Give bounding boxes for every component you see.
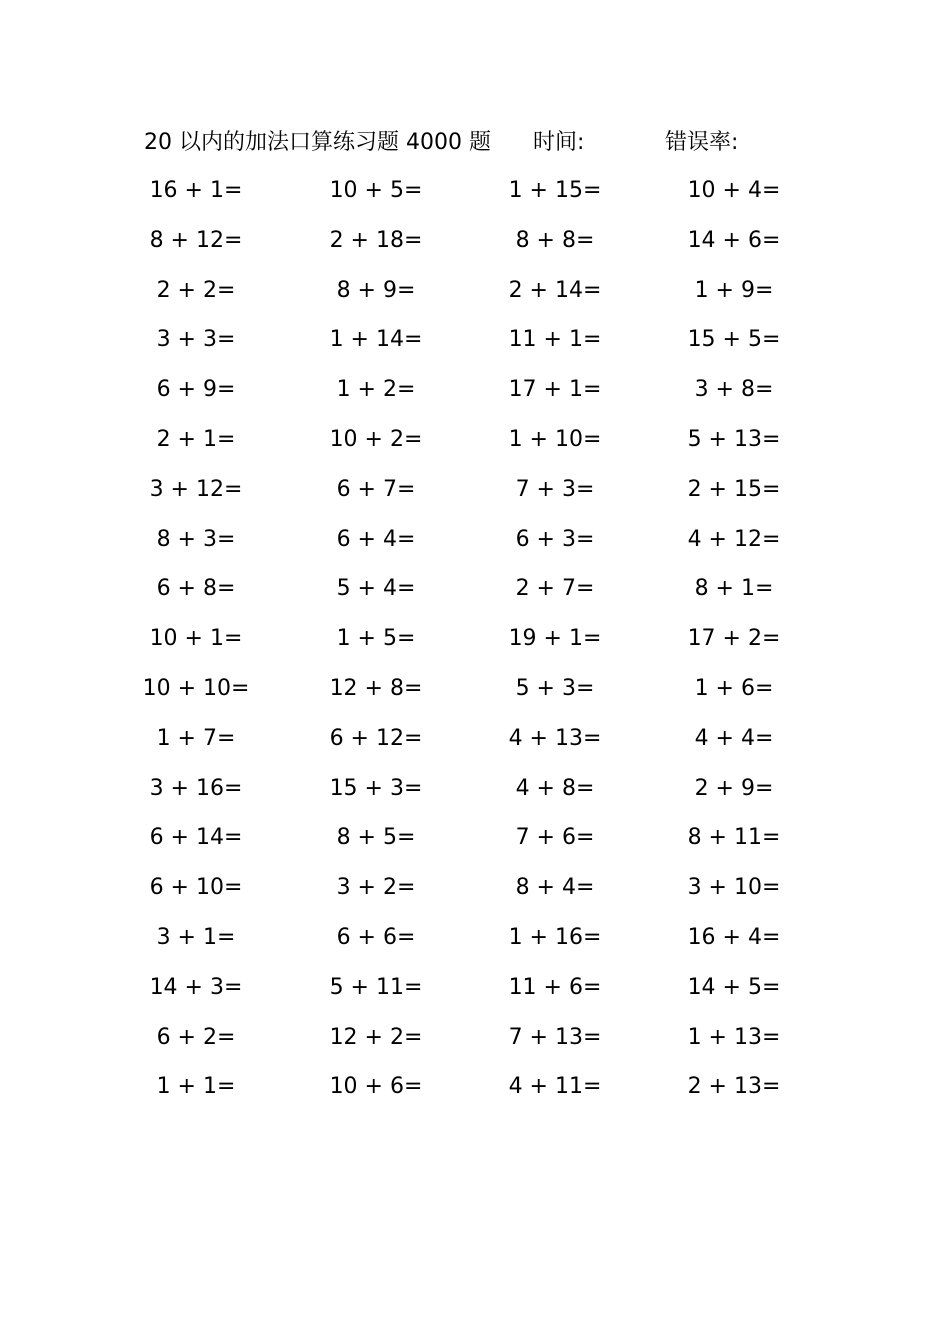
- problem-cell: 6 + 12=: [329, 725, 423, 751]
- problem-cell: 6 + 8=: [156, 576, 236, 602]
- problem-cell: 1 + 14=: [329, 327, 423, 353]
- problem-row: [0, 818, 950, 868]
- problem-cell: 6 + 7=: [336, 476, 416, 502]
- problem-cell: 2 + 7=: [515, 576, 595, 602]
- problem-cell: 10 + 1=: [149, 626, 243, 652]
- problem-cell: 2 + 2=: [156, 277, 236, 303]
- problem-cell: 1 + 15=: [508, 178, 602, 203]
- problem-cell: 2 + 1=: [156, 426, 236, 452]
- problem-cell: 7 + 6=: [515, 825, 595, 851]
- problem-cell: 10 + 10=: [142, 675, 250, 701]
- problem-cell: 1 + 6=: [694, 675, 774, 701]
- problem-cell: 19 + 1=: [508, 626, 602, 652]
- problem-cell: 3 + 1=: [156, 924, 236, 950]
- problem-row: [0, 370, 950, 420]
- problem-cell: 6 + 4=: [336, 526, 416, 552]
- problem-cell: 10 + 4=: [687, 178, 781, 203]
- problem-cell: 1 + 9=: [694, 277, 774, 303]
- problem-cell: 8 + 9=: [336, 277, 416, 303]
- problem-cell: 1 + 13=: [687, 1024, 781, 1050]
- problem-cell: 4 + 13=: [508, 725, 602, 751]
- problem-row: [0, 918, 950, 968]
- problem-cell: 14 + 3=: [149, 974, 243, 1000]
- problem-cell: 14 + 5=: [687, 974, 781, 1000]
- problem-cell: 2 + 9=: [694, 775, 774, 801]
- problem-cell: 3 + 2=: [336, 875, 416, 901]
- problem-cell: 6 + 2=: [156, 1024, 236, 1050]
- problem-cell: 3 + 16=: [149, 775, 243, 801]
- problem-cell: 8 + 12=: [149, 227, 243, 253]
- problem-cell: 11 + 1=: [508, 327, 602, 353]
- problem-cell: 8 + 1=: [694, 576, 774, 602]
- problem-cell: 5 + 13=: [687, 426, 781, 452]
- problem-cell: 6 + 9=: [156, 377, 236, 403]
- problem-cell: 6 + 6=: [336, 924, 416, 950]
- problem-cell: 6 + 10=: [149, 875, 243, 901]
- problem-cell: 4 + 12=: [687, 526, 781, 552]
- problem-cell: 3 + 10=: [687, 875, 781, 901]
- problem-cell: 5 + 3=: [515, 675, 595, 701]
- problem-cell: 15 + 5=: [687, 327, 781, 353]
- problem-cell: 1 + 16=: [508, 924, 602, 950]
- problem-cell: 1 + 7=: [156, 725, 236, 751]
- problem-row: [0, 619, 950, 669]
- problem-cell: 8 + 8=: [515, 227, 595, 253]
- problem-cell: 1 + 5=: [336, 626, 416, 652]
- problem-cell: 15 + 3=: [329, 775, 423, 801]
- problem-cell: 3 + 12=: [149, 476, 243, 502]
- problem-cell: 2 + 14=: [508, 277, 602, 303]
- problem-cell: 12 + 2=: [329, 1024, 423, 1050]
- problem-row: [0, 569, 950, 619]
- problem-row: [0, 271, 950, 321]
- problem-row: [0, 669, 950, 719]
- problem-cell: 6 + 3=: [515, 526, 595, 552]
- problem-cell: 2 + 15=: [687, 476, 781, 502]
- problem-cell: 12 + 8=: [329, 675, 423, 701]
- problem-row: [0, 470, 950, 520]
- problem-row: [0, 520, 950, 570]
- problem-cell: 5 + 11=: [329, 974, 423, 1000]
- problem-row: [0, 868, 950, 918]
- problem-row: [0, 719, 950, 769]
- problem-cell: 8 + 4=: [515, 875, 595, 901]
- problem-cell: 3 + 8=: [694, 377, 774, 403]
- worksheet-title: 20 以内的加法口算练习题 4000 题: [144, 130, 491, 155]
- problem-cell: 2 + 18=: [329, 227, 423, 253]
- problem-cell: 1 + 10=: [508, 426, 602, 452]
- problem-cell: 6 + 14=: [149, 825, 243, 851]
- problem-cell: 17 + 1=: [508, 377, 602, 403]
- problem-row: [0, 769, 950, 819]
- problem-row: [0, 420, 950, 470]
- problem-row: [0, 221, 950, 271]
- problem-cell: 8 + 5=: [336, 825, 416, 851]
- problem-cell: 4 + 4=: [694, 725, 774, 751]
- problem-cell: 10 + 6=: [329, 1074, 423, 1100]
- problem-row: [0, 968, 950, 1018]
- error-rate-label: 错误率:: [665, 130, 739, 155]
- worksheet-header: [0, 125, 950, 161]
- problem-cell: 4 + 8=: [515, 775, 595, 801]
- problem-grid: [0, 171, 950, 1117]
- problem-cell: 5 + 4=: [336, 576, 416, 602]
- problem-cell: 14 + 6=: [687, 227, 781, 253]
- problem-cell: 4 + 11=: [508, 1074, 602, 1100]
- time-label: 时间:: [533, 130, 585, 155]
- problem-cell: 16 + 4=: [687, 924, 781, 950]
- problem-cell: 7 + 13=: [508, 1024, 602, 1050]
- problem-cell: 10 + 5=: [329, 178, 423, 203]
- problem-cell: 3 + 3=: [156, 327, 236, 353]
- problem-row: [0, 1067, 950, 1117]
- problem-cell: 7 + 3=: [515, 476, 595, 502]
- problem-cell: 11 + 6=: [508, 974, 602, 1000]
- problem-cell: 1 + 2=: [336, 377, 416, 403]
- problem-cell: 16 + 1=: [149, 178, 243, 203]
- problem-cell: 8 + 3=: [156, 526, 236, 552]
- problem-row: [0, 320, 950, 370]
- problem-cell: 10 + 2=: [329, 426, 423, 452]
- problem-cell: 17 + 2=: [687, 626, 781, 652]
- problem-row: [0, 171, 950, 221]
- problem-row: [0, 1018, 950, 1068]
- problem-cell: 2 + 13=: [687, 1074, 781, 1100]
- problem-cell: 1 + 1=: [156, 1074, 236, 1100]
- problem-cell: 8 + 11=: [687, 825, 781, 851]
